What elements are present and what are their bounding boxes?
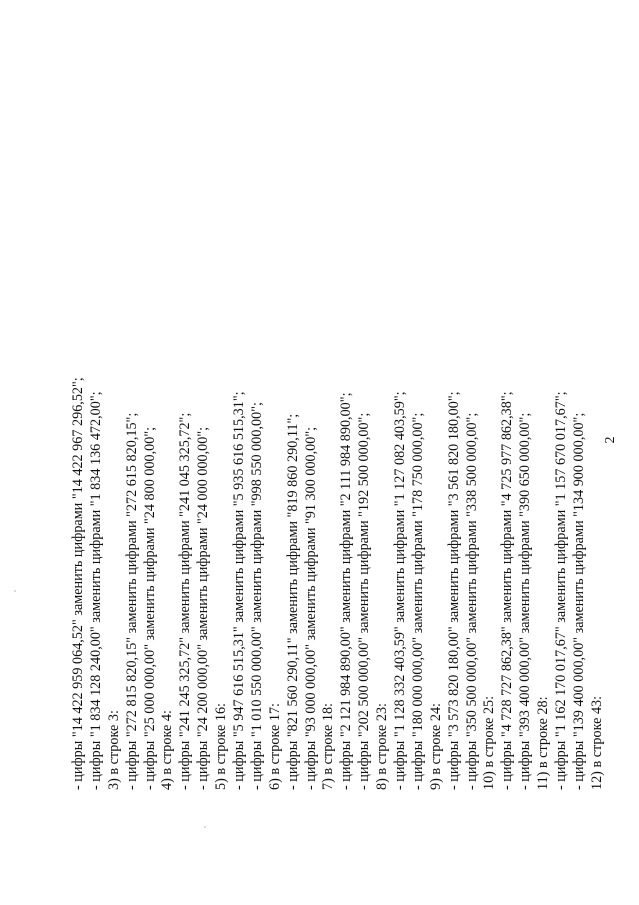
text-line: - цифры "272 815 820,15" заменить цифрами "272 615 820,15"; [123, 412, 140, 790]
text-line: - цифры "3 573 820 180,00" заменить цифрами "3 561 820 180,00"; [445, 391, 462, 790]
text-line: - цифры "1 162 170 017,67" заменить цифрами "1 157 670 017,67"; [553, 391, 570, 790]
text-line: 6) в строке 17: [266, 703, 283, 790]
page-number: 2 [603, 436, 618, 444]
text-line: - цифры "2 121 984 890,00" заменить цифрами "2 111 984 890,00"; [338, 392, 355, 790]
scan-artifact [204, 826, 206, 828]
text-line: 5) в строке 16: [213, 703, 230, 790]
text-line: - цифры "393 400 000,00" заменить цифрами "390 650 000,00"; [517, 412, 534, 790]
text-line: - цифры "202 500 000,00" заменить цифрами "192 500 000,00"; [356, 412, 373, 790]
text-line: - цифры "350 500 000,00" заменить цифрами "338 500 000,00"; [463, 412, 480, 790]
text-line: 9) в строке 24: [427, 703, 444, 790]
text-line: 10) в строке 25: [481, 695, 498, 790]
text-line: 3) в строке 3: [105, 710, 122, 790]
text-line: - цифры "25 000 000,00" заменить цифрами "24 800 000,00"; [141, 426, 158, 790]
text-line: 8) в строке 23: [374, 703, 391, 790]
text-line: - цифры "1 128 332 403,59" заменить цифрами "1 127 082 403,59"; [392, 391, 409, 790]
text-line: - цифры "180 000 000,00" заменить цифрами "178 750 000,00"; [409, 412, 426, 790]
text-line: 7) в строке 18: [320, 703, 337, 790]
text-line: - цифры "5 947 616 515,31" заменить цифрами "5 935 616 515,31"; [231, 391, 248, 790]
text-line: - цифры "1 010 550 000,00" заменить цифрами "998 550 000,00"; [248, 402, 265, 790]
text-line: 12) в строке 43: [588, 695, 605, 790]
text-line: - цифры "4 728 727 862,38" заменить цифрами "4 725 977 862,38"; [499, 391, 516, 790]
text-line: - цифры "821 560 290,11" заменить цифрами "819 860 290,11"; [284, 413, 301, 790]
text-line: - цифры "24 200 000,00" заменить цифрами "24 000 000,00"; [195, 426, 212, 790]
text-line: - цифры "139 400 000,00" заменить цифрами "134 900 000,00"; [570, 412, 587, 790]
text-line: 11) в строке 28: [535, 696, 552, 790]
scan-artifact [14, 590, 16, 592]
text-line: - цифры "241 245 325,72" заменить цифрами "241 045 325,72"; [177, 412, 194, 790]
text-line: - цифры "14 422 959 064,52" заменить цифрами "14 422 967 296,52"; [70, 377, 86, 790]
text-line: - цифры "93 000 000,00" заменить цифрами "91 300 000,00"; [302, 426, 319, 790]
amendment-text-block [70, 330, 605, 790]
text-line: - цифры "1 834 128 240,00" заменить цифрами "1 834 136 472,00"; [87, 391, 104, 790]
text-line: 4) в строке 4: [159, 710, 176, 790]
